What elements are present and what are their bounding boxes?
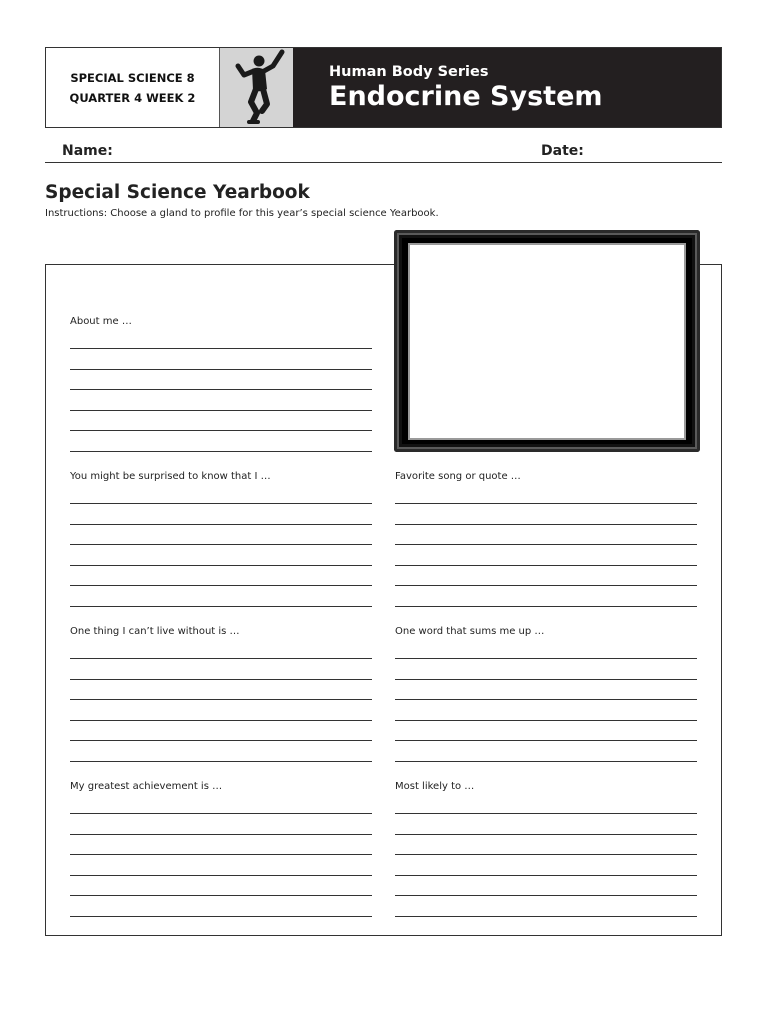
system-title: Endocrine System [329,80,603,112]
writing-line[interactable] [395,720,697,721]
prompt-label: One thing I can’t live without is … [70,626,240,637]
writing-line[interactable] [395,565,697,566]
writing-line[interactable] [70,895,372,896]
writing-line[interactable] [395,895,697,896]
writing-line[interactable] [395,606,697,607]
writing-line[interactable] [395,544,697,545]
date-field-label: Date: [541,143,584,159]
writing-line[interactable] [395,916,697,917]
series-banner [293,48,721,127]
writing-line[interactable] [70,389,372,390]
writing-line[interactable] [395,679,697,680]
writing-line[interactable] [395,854,697,855]
writing-line[interactable] [70,451,372,452]
prompt-label: My greatest achievement is … [70,781,223,792]
writing-line[interactable] [395,740,697,741]
series-title: Human Body Series [329,63,489,80]
photo-area[interactable] [408,243,686,440]
course-info [46,48,219,127]
writing-line[interactable] [70,854,372,855]
writing-line[interactable] [70,916,372,917]
writing-line[interactable] [70,410,372,411]
writing-line[interactable] [395,875,697,876]
writing-line[interactable] [395,761,697,762]
prompt-label: Favorite song or quote … [395,471,521,482]
writing-line[interactable] [395,585,697,586]
worksheet-header [45,47,722,128]
instructions: Instructions: Choose a gland to profile for this year’s special science Yearbook. [45,208,439,219]
writing-line[interactable] [70,875,372,876]
writing-line[interactable] [70,348,372,349]
writing-line[interactable] [395,834,697,835]
page-title: Special Science Yearbook [45,182,310,203]
writing-line[interactable] [70,430,372,431]
name-date-row [45,140,722,163]
writing-line[interactable] [70,369,372,370]
writing-line[interactable] [395,658,697,659]
writing-line[interactable] [70,834,372,835]
writing-line[interactable] [70,565,372,566]
writing-line[interactable] [395,699,697,700]
writing-line[interactable] [70,740,372,741]
writing-line[interactable] [70,544,372,545]
writing-line[interactable] [70,720,372,721]
writing-line[interactable] [395,503,697,504]
prompt-label: One word that sums me up … [395,626,545,637]
jumping-person-silhouette-icon [219,48,293,127]
quarter-label: QUARTER 4 WEEK 2 [69,90,196,105]
writing-line[interactable] [70,761,372,762]
writing-line[interactable] [70,524,372,525]
writing-line[interactable] [70,699,372,700]
picture-frame [394,230,700,452]
prompt-label: You might be surprised to know that I … [70,471,271,482]
writing-line[interactable] [70,658,372,659]
prompt-label: About me … [70,316,132,327]
prompt-label: Most likely to … [395,781,475,792]
course-label: SPECIAL SCIENCE 8 [70,70,195,85]
name-field-label: Name: [62,143,113,159]
writing-line[interactable] [70,813,372,814]
writing-line[interactable] [70,679,372,680]
writing-line[interactable] [395,813,697,814]
writing-line[interactable] [395,524,697,525]
writing-line[interactable] [70,503,372,504]
writing-line[interactable] [70,585,372,586]
writing-line[interactable] [70,606,372,607]
